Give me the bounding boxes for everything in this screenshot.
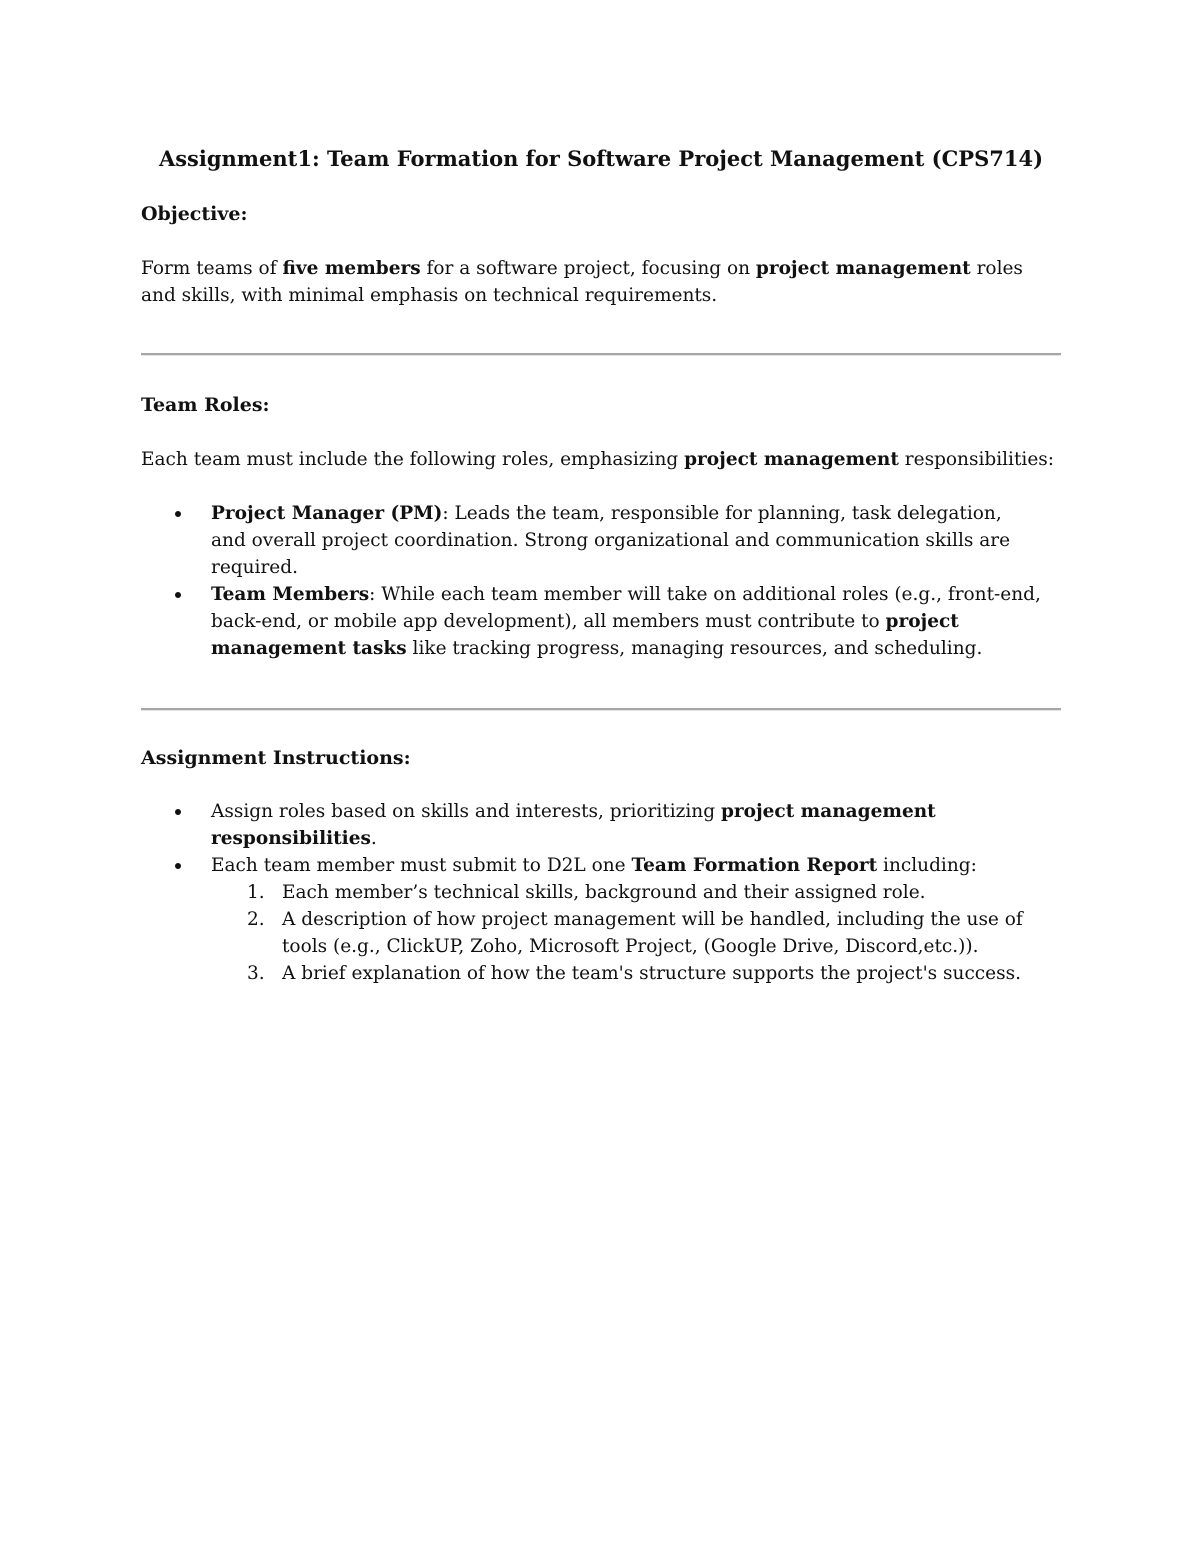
list-item bbox=[141, 798, 1041, 852]
objective-bold-project-management: project management bbox=[755, 258, 971, 279]
objective-text-2: for a software project, focusing on bbox=[420, 258, 756, 279]
instruction-2-text: Each team member must submit to D2L one bbox=[211, 855, 632, 876]
team-roles-intro-text-1: Each team must include the following roles, emphasizing bbox=[141, 449, 685, 470]
role-project-manager-description: : Leads the team, responsible for planning, task delegation, and overall project coordination. Strong organizational and communication skills are required. bbox=[211, 503, 1011, 578]
requirement-text: A description of how project management will be handled, including the use of tools (e.g., ClickUP, Zoho, Microsoft Project, (Google Drive, Discord,etc.)). bbox=[282, 909, 1023, 957]
instruction-1-text: Assign roles based on skills and interests, prioritizing bbox=[211, 801, 721, 822]
instruction-2-bold-report: Team Formation Report bbox=[631, 855, 878, 876]
instruction-1-end: . bbox=[370, 828, 377, 849]
instructions-heading: Assignment Instructions: bbox=[141, 747, 411, 769]
role-team-members-label: Team Members bbox=[211, 584, 370, 605]
list-item bbox=[141, 500, 1041, 581]
objective-paragraph bbox=[141, 255, 1061, 309]
team-roles-intro-bold: project management bbox=[684, 449, 899, 470]
report-requirements-list bbox=[211, 879, 1041, 987]
team-roles-list bbox=[141, 500, 1061, 662]
list-item bbox=[141, 960, 1042, 987]
bullet-icon bbox=[175, 511, 181, 517]
list-number: 3. bbox=[247, 963, 265, 984]
role-team-members-description-2: like tracking progress, managing resources, and scheduling. bbox=[406, 638, 983, 659]
objective-text-3: roles and skills, with minimal emphasis on technical requirements. bbox=[141, 258, 1023, 306]
role-project-manager-label: Project Manager (PM) bbox=[211, 503, 443, 524]
horizontal-rule-2 bbox=[141, 708, 1061, 711]
requirement-text: Each member’s technical skills, background and their assigned role. bbox=[282, 882, 926, 903]
list-item bbox=[141, 581, 1041, 662]
requirement-text: A brief explanation of how the team's structure supports the project's success. bbox=[282, 963, 1021, 984]
objective-text-1: Form teams of bbox=[141, 258, 283, 279]
objective-bold-five-members: five members bbox=[282, 258, 421, 279]
document-title: Assignment1: Team Formation for Software Project Management (CPS714) bbox=[158, 146, 1044, 171]
instruction-1-bold: project management responsibilities bbox=[211, 801, 936, 849]
role-team-members-bold-tasks: project management tasks bbox=[211, 611, 959, 659]
list-item bbox=[141, 879, 1042, 906]
horizontal-rule-1 bbox=[141, 353, 1061, 356]
objective-heading: Objective: bbox=[141, 203, 248, 225]
list-number: 1. bbox=[247, 882, 265, 903]
list-item bbox=[141, 906, 1042, 960]
instructions-list bbox=[141, 798, 1061, 987]
list-item bbox=[141, 852, 1041, 987]
role-team-members-description-1: : While each team member will take on additional roles (e.g., front-end, back-end, or mobile app development), all members must contribute to bbox=[211, 584, 1041, 632]
instruction-2-end: including: bbox=[877, 855, 977, 876]
team-roles-intro bbox=[141, 446, 1061, 473]
bullet-icon bbox=[175, 863, 181, 869]
bullet-icon bbox=[175, 592, 181, 598]
team-roles-heading: Team Roles: bbox=[141, 394, 270, 416]
bullet-icon bbox=[175, 809, 181, 815]
list-number: 2. bbox=[247, 909, 265, 930]
team-roles-intro-text-2: responsibilities: bbox=[898, 449, 1054, 470]
